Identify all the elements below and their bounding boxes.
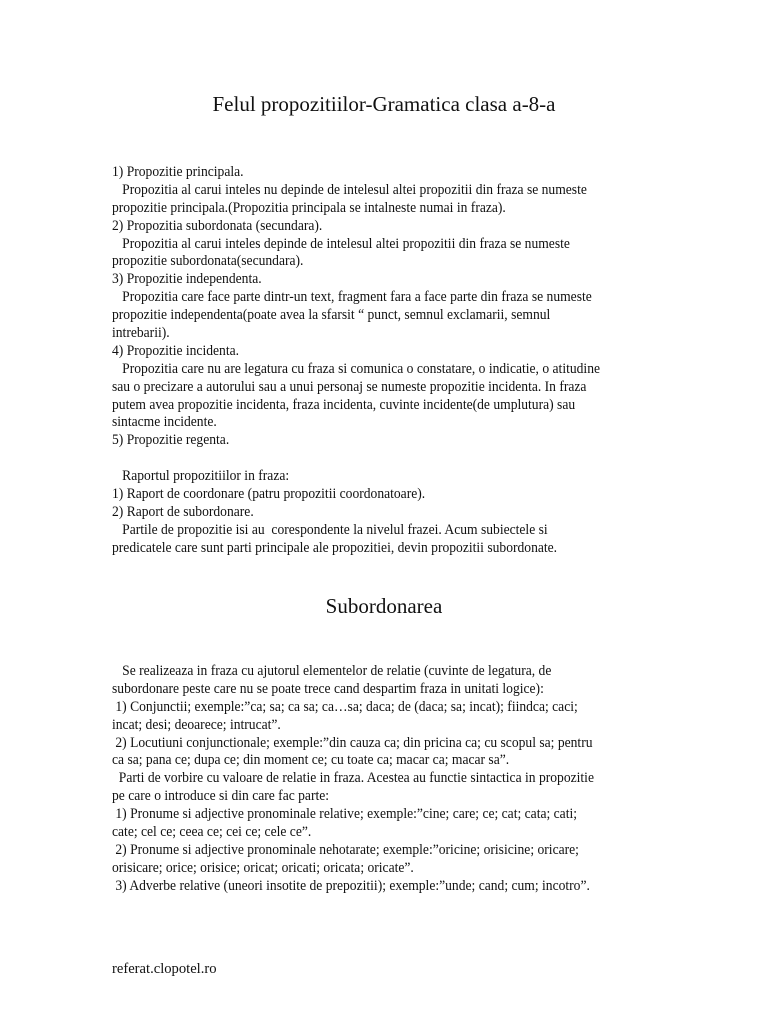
text-line: 3) Adverbe relative (uneori insotite de prepozitii); exemple:”unde; cand; cum; incotro”. xyxy=(112,877,590,894)
text-line: 2) Raport de subordonare. xyxy=(112,503,254,520)
blank-line xyxy=(112,450,614,468)
text-line: 2) Pronume si adjective pronominale nehotarate; exemple:”oricine; orisicine; oricare; xyxy=(112,841,579,858)
text-line: incat; desi; deoarece; intrucat”. xyxy=(112,716,281,733)
text-line: predicatele care sunt parti principale ale propozitiei, devin propozitii subordonate. xyxy=(112,539,558,556)
text-line: Partile de propozitie isi au corespondente la nivelul frazei. Acum subiectele si xyxy=(112,521,548,538)
section-subtitle: Subordonarea xyxy=(325,594,443,618)
text-line: ca sa; pana ce; dupa ce; din moment ce; cu toate ca; macar ca; macar sa”. xyxy=(112,752,510,769)
text-line: propozitie subordonata(secundara). xyxy=(112,253,304,270)
text-line: Propozitia care nu are legatura cu fraza si comunica o constatare, o indicatie, o atitudine xyxy=(112,360,601,377)
text-line: propozitie independenta(poate avea la sfarsit “ punct, semnul exclamarii, semnul xyxy=(112,307,551,324)
text-line: intrebarii). xyxy=(112,325,170,342)
text-line: Propozitia al carui inteles depinde de intelesul altei propozitii din fraza se numeste xyxy=(112,235,570,252)
text-line: 2) Propozitia subordonata (secundara). xyxy=(112,217,323,234)
text-line: sau o precizare a autorului sau a unui personaj se numeste propozitie incidenta. In fraza xyxy=(112,378,587,395)
text-line: 1) Raport de coordonare (patru propozitii coordonatoare). xyxy=(112,486,426,503)
text-line: Se realizeaza in fraza cu ajutorul elementelor de relatie (cuvinte de legatura, de xyxy=(112,663,552,679)
source-footer: referat.clopotel.ro xyxy=(112,961,217,977)
text-line: putem avea propozitie incidenta, fraza incidenta, cuvinte incidente(de umplutura) sau xyxy=(112,396,576,413)
document-title: Felul propozitiilor-Gramatica clasa a-8-a xyxy=(212,92,556,116)
text-line: propozitie principala.(Propozitia principala se intalneste numai in fraza). xyxy=(112,199,506,216)
text-line: 3) Propozitie independenta. xyxy=(112,271,262,288)
text-line: 1) Pronume si adjective pronominale relative; exemple:”cine; care; ce; cat; cata; cati; xyxy=(112,806,578,823)
text-line: Propozitia care face parte dintr-un text, fragment fara a face parte din fraza se numeste xyxy=(112,289,592,306)
text-line: Propozitia al carui inteles nu depinde de intelesul altei propozitii din fraza se numeste xyxy=(112,181,587,198)
text-line: 5) Propozitie regenta. xyxy=(112,432,230,449)
text-line: pe care o introduce si din care fac parte: xyxy=(112,788,330,805)
text-line: 1) Conjunctii; exemple:”ca; sa; ca sa; ca…sa; daca; de (daca; sa; incat); fiindca; caci; xyxy=(112,698,578,715)
text-line: 2) Locutiuni conjunctionale; exemple:”din cauza ca; din pricina ca; cu scopul sa; pentru xyxy=(112,734,593,751)
text-line: 1) Propozitie principala. xyxy=(112,164,244,180)
text-line: sintacme incidente. xyxy=(112,414,217,431)
text-line: Raportul propozitiilor in fraza: xyxy=(112,468,290,485)
text-line: Parti de vorbire cu valoare de relatie in fraza. Acestea au functie sintactica in propozitie xyxy=(112,770,594,787)
section-subordonarea xyxy=(112,663,614,896)
text-line: subordonare peste care nu se poate trece cand despartim fraza in unitati logice): xyxy=(112,680,544,697)
section-propozitii xyxy=(112,164,614,558)
text-line: cate; cel ce; ceea ce; cei ce; cele ce”. xyxy=(112,824,312,841)
text-line: 4) Propozitie incidenta. xyxy=(112,342,240,359)
text-line: orisicare; orice; orisice; oricat; oricati; oricata; oricate”. xyxy=(112,859,414,876)
